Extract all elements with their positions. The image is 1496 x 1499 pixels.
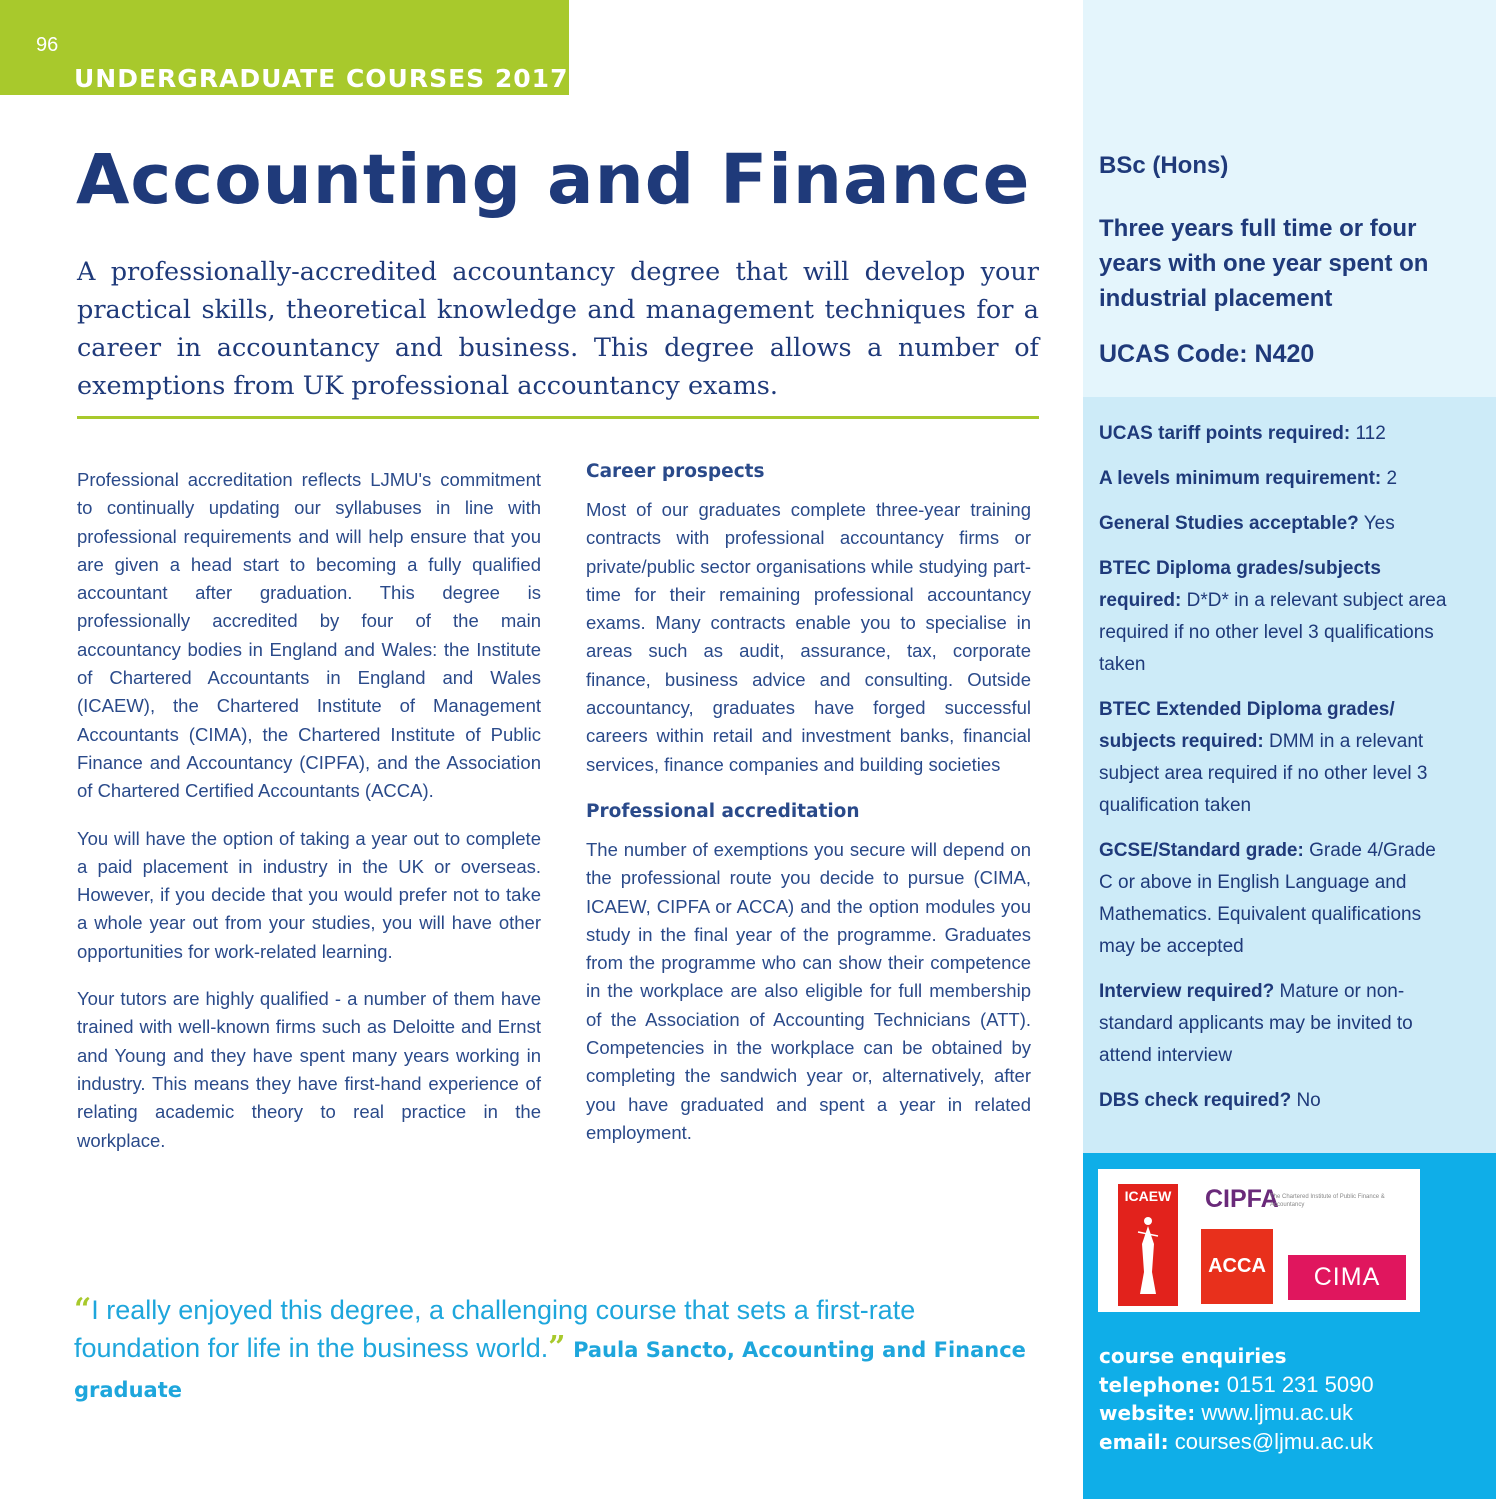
icaew-logo — [1118, 1184, 1178, 1306]
requirement-label: GCSE/Standard grade: — [1099, 840, 1304, 861]
requirement-item — [1099, 976, 1449, 1072]
close-quote-mark: ” — [548, 1330, 566, 1365]
acca-logo: ACCA — [1201, 1229, 1273, 1304]
cipfa-logo-subtitle: The Chartered Institute of Public Finance & Accountancy — [1270, 1194, 1385, 1208]
requirement-value: Yes — [1358, 513, 1395, 534]
figure-icon — [1134, 1214, 1162, 1296]
student-quote — [74, 1291, 1034, 1409]
page-number: 96 — [36, 34, 59, 56]
accreditation-heading: Professional accreditation — [586, 800, 860, 822]
course-duration: Three years full time or four years with one year spent on industrial placement — [1099, 215, 1429, 312]
requirement-value: Mature or non-standard applicants may be invited to attend interview — [1099, 981, 1413, 1066]
page-title: Accounting and Finance — [76, 140, 1031, 220]
icaew-logo-text: ICAEW — [1124, 1188, 1172, 1204]
quote-attribution: Paula Sancto, Accounting and Finance graduate — [74, 1338, 1026, 1402]
requirement-label: BTEC Extended Diploma grades/ subjects required: — [1099, 699, 1395, 752]
career-paragraph: Most of our graduates complete three-year training contracts with professional accountancy firms or private/public sector organisations while studying part-time for their remaining professional accountancy exams. Many contracts enable you to specialise in areas such as audit, assurance, tax, corporate finance, business advice and consulting. Outside accountancy, graduates have forged successful careers within retail and investment banks, financial services, finance companies and building societies — [586, 499, 1031, 775]
body-paragraph: You will have the option of taking a year out to complete a paid placement in industry in the UK or overseas. However, if you decide that you would prefer not to take a whole year out from your studies, you will have other opportunities for work-related learning. — [77, 827, 541, 962]
quote-text: I really enjoyed this degree, a challenging course that sets a first-rate foundation for life in the business world. — [74, 1295, 916, 1363]
enquiries-heading: course enquiries — [1099, 1344, 1287, 1368]
requirement-value: No — [1291, 1090, 1321, 1111]
email-link[interactable]: courses@ljmu.ac.uk — [1174, 1428, 1374, 1454]
requirement-label: UCAS tariff points required: — [1099, 423, 1351, 444]
requirement-label: A levels minimum requirement: — [1099, 468, 1382, 489]
telephone-value[interactable]: 0151 231 5090 — [1226, 1371, 1374, 1397]
requirement-item — [1099, 418, 1449, 450]
requirement-value: Grade 4/Grade C or above in English Language and Mathematics. Equivalent qualifications may be accepted — [1099, 840, 1436, 957]
body-paragraph: Your tutors are highly qualified - a number of them have trained with well-known firms such as Deloitte and Ernst and Young and they have spent many years working in industry. This means they have first-hand experience of relating academic theory to real practice in the workplace. — [77, 988, 541, 1151]
requirement-item — [1099, 1085, 1449, 1117]
career-heading: Career prospects — [586, 461, 765, 482]
website-link[interactable]: www.ljmu.ac.uk — [1201, 1400, 1353, 1425]
requirement-value: 2 — [1381, 468, 1398, 489]
degree-type: BSc (Hons) — [1099, 152, 1229, 179]
requirement-label: BTEC Diploma grades/subjects required: — [1099, 558, 1381, 611]
accreditation-logos — [1098, 1169, 1420, 1312]
requirement-item — [1099, 508, 1449, 540]
ucas-code: UCAS Code: N420 — [1099, 340, 1315, 368]
requirement-item — [1099, 463, 1449, 495]
left-column — [77, 466, 541, 1174]
course-enquiries — [1099, 1342, 1479, 1456]
requirement-item — [1099, 835, 1449, 963]
requirement-label: General Studies acceptable? — [1099, 513, 1359, 534]
requirement-item — [1099, 694, 1449, 822]
requirement-value: D*D* in a relevant subject area required if no other level 3 qualifications taken — [1099, 590, 1447, 675]
accreditation-paragraph: The number of exemptions you secure will depend on the professional route you decide to pursue (CIMA, ICAEW, CIPFA or ACCA) and the option modules you study in the final year of the programme. Graduates from the programme who can show their competence in the workplace are also eligible for full membership of the Association of Accounting Technicians (ATT). Competencies in the workplace can be obtained by completing the sandwich year or, alternatively, after you have graduated and spent a year in related employment. — [586, 838, 1031, 1143]
cima-logo: CIMA — [1288, 1255, 1406, 1300]
sidebar-course-summary — [1083, 0, 1496, 397]
cipfa-logo: CIPFA — [1205, 1185, 1279, 1213]
requirement-item — [1099, 553, 1449, 681]
right-column — [586, 458, 1031, 1166]
body-paragraph: Professional accreditation reflects LJMU's commitment to continually updating our syllabuses in line with professional requirements and will help ensure that you are given a head start to becoming a fully qualified accountant after graduation. This degree is professionally accredited by four of the main accountancy bodies in England and Wales: the Institute of Chartered Accountants in England and Wales (ICAEW), the Chartered Institute of Management Accountants (CIMA), the Chartered Institute of Public Finance and Accountancy (CIPFA), and the Association of Chartered Certified Accountants (ACCA). — [77, 469, 541, 802]
header-title: UNDERGRADUATE COURSES 2017 — [74, 64, 569, 93]
intro-paragraph: A professionally-accredited accountancy degree that will develop your practical skills, theoretical knowledge and management techniques for a career in accountancy and business. This degree allows a number of exemptions from UK professional accountancy exams. — [77, 257, 1039, 401]
telephone-label: telephone: — [1099, 1372, 1221, 1397]
requirement-value: 112 — [1350, 423, 1386, 444]
email-label: email: — [1099, 1429, 1169, 1454]
open-quote-mark: “ — [74, 1292, 92, 1327]
entry-requirements-list — [1099, 418, 1449, 1130]
requirement-label: Interview required? — [1099, 981, 1275, 1002]
requirement-label: DBS check required? — [1099, 1090, 1292, 1111]
divider — [77, 416, 1039, 419]
website-label: website: — [1099, 1401, 1196, 1425]
requirement-value: DMM in a relevant subject area required if no other level 3 qualification taken — [1099, 731, 1428, 816]
